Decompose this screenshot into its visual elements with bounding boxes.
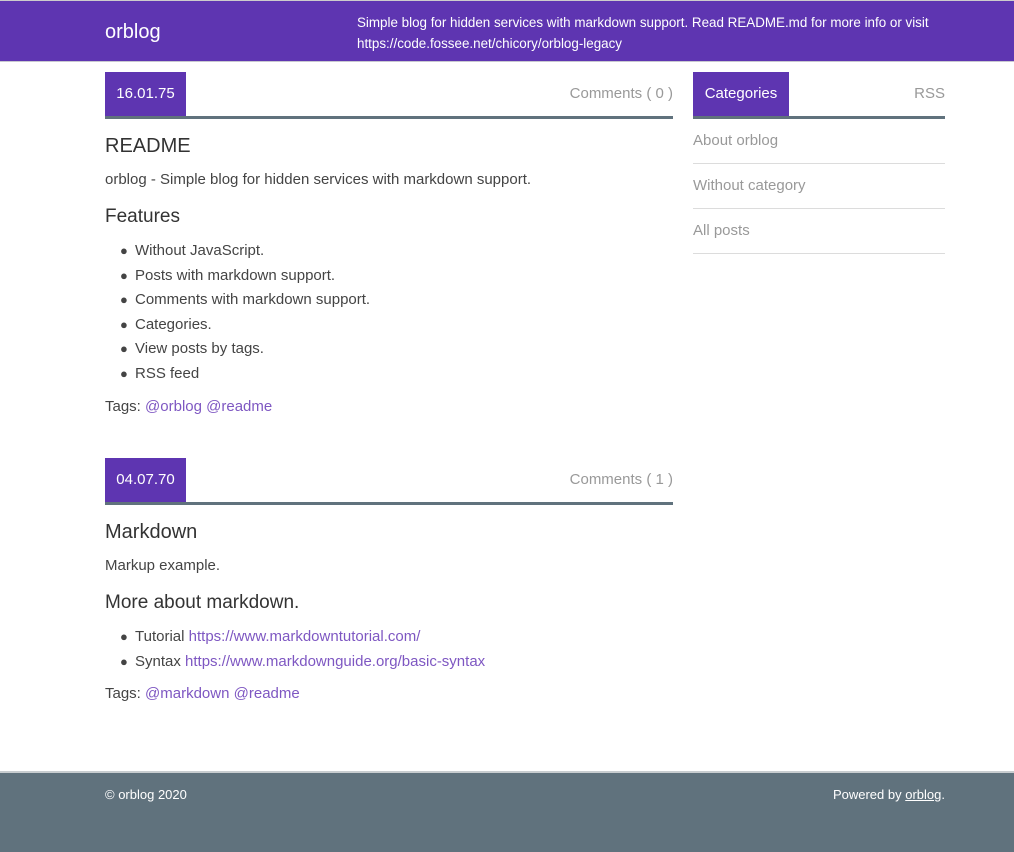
bullet-icon: ●	[120, 292, 128, 308]
category-item-all-posts[interactable]: All posts	[693, 209, 945, 254]
post-title[interactable]: Markdown	[105, 521, 198, 543]
post-intro: orblog - Simple blog for hidden services with markdown support.	[105, 171, 532, 188]
rss-link[interactable]: RSS	[914, 85, 945, 102]
bullet-icon: ●	[120, 341, 128, 357]
tutorial-link[interactable]: https://www.markdowntutorial.com/	[188, 628, 421, 645]
post-subheading: Features	[105, 206, 180, 227]
comments-link[interactable]: Comments ( 1 )	[569, 471, 673, 488]
features-list	[105, 239, 673, 387]
tag-link-readme[interactable]: @readme	[233, 685, 300, 703]
post-tags	[105, 397, 673, 417]
bullet-icon: ●	[120, 365, 128, 381]
post-readme	[105, 72, 673, 417]
list-item: ● Comments with markdown support.	[135, 288, 673, 313]
post-date: 04.07.70	[105, 458, 186, 502]
tab-categories[interactable]: Categories	[693, 72, 789, 116]
list-item: ● Posts with markdown support.	[135, 264, 673, 289]
list-item: ● Categories.	[135, 313, 673, 338]
list-item: ● Tutorial https://www.markdowntutorial.com/	[135, 625, 673, 650]
bullet-icon: ●	[120, 267, 128, 283]
list-item: ● Syntax https://www.markdownguide.org/basic-syntax	[135, 650, 673, 675]
sidebar-header	[693, 72, 945, 119]
post-markdown	[105, 458, 673, 704]
post-title[interactable]: README	[105, 135, 191, 157]
bullet-icon: ●	[120, 653, 128, 669]
tag-link-markdown[interactable]: @markdown	[145, 685, 230, 703]
bullet-icon: ●	[120, 629, 128, 644]
post-tags	[105, 684, 673, 704]
list-item: ● Without JavaScript.	[135, 239, 673, 264]
tags-label: Tags:	[105, 397, 141, 415]
copyright: © orblog 2020	[105, 787, 187, 802]
list-item: ● View posts by tags.	[135, 337, 673, 362]
list-item: ● RSS feed	[135, 362, 673, 387]
post-header	[105, 72, 673, 119]
powered-by-link[interactable]: orblog	[905, 787, 942, 802]
comments-link[interactable]: Comments ( 0 )	[569, 85, 673, 102]
site-tagline: Simple blog for hidden services with markdown support. Read README.md for more info or visit https://code.fossee.net/chicory/orblog-legacy	[357, 15, 929, 51]
bullet-icon: ●	[120, 316, 128, 332]
post-intro: Markup example.	[105, 557, 221, 574]
site-header	[0, 1, 1014, 62]
tag-link-readme[interactable]: @readme	[206, 397, 273, 415]
brand-link[interactable]: orblog	[105, 21, 161, 43]
tag-link-orblog[interactable]: @orblog	[145, 397, 202, 415]
tags-label: Tags:	[105, 685, 141, 703]
post-subheading: More about markdown.	[105, 592, 300, 613]
links-list	[105, 625, 673, 674]
site-footer	[0, 771, 1014, 852]
syntax-link[interactable]: https://www.markdownguide.org/basic-syntax	[185, 652, 486, 670]
post-date: 16.01.75	[105, 72, 186, 116]
sidebar	[693, 72, 945, 254]
powered-by: Powered by orblog.	[832, 787, 945, 802]
post-header	[105, 458, 673, 505]
bullet-icon: ●	[120, 243, 128, 258]
category-list	[693, 119, 945, 254]
category-item-about[interactable]: About orblog	[693, 119, 945, 164]
category-item-without-category[interactable]: Without category	[693, 164, 945, 209]
